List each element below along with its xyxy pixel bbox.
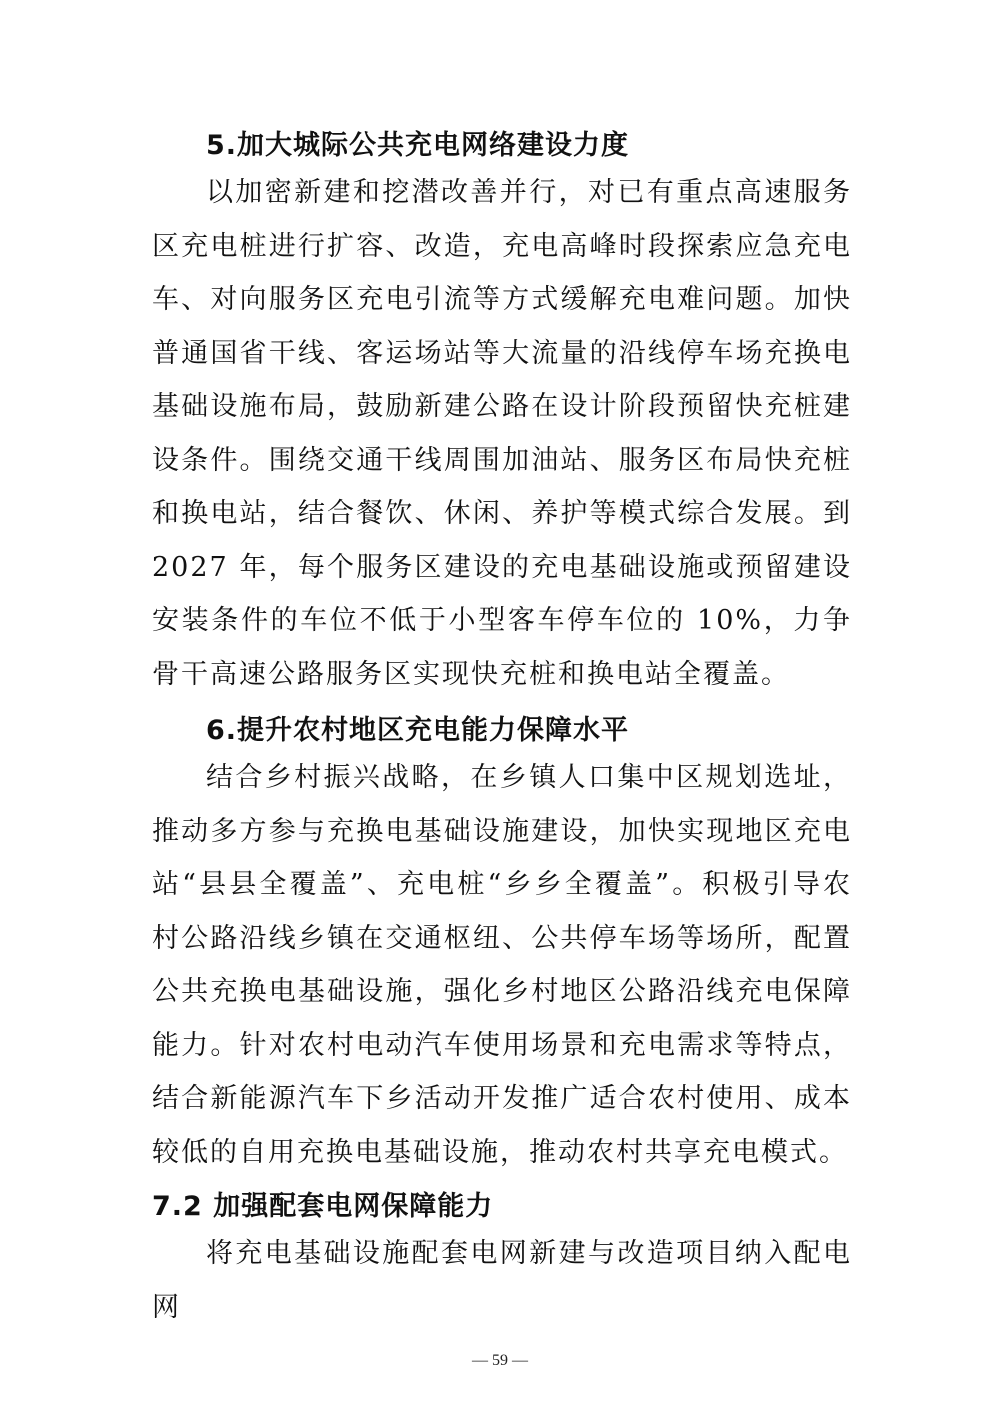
spacer [152, 1179, 852, 1187]
section-paragraph-7-2: 将充电基础设施配套电网新建与改造项目纳入配电网 [152, 1238, 852, 1323]
page-number: — 59 — [472, 1352, 528, 1369]
document-page [152, 126, 852, 1334]
section-heading-6: 6.提升农村地区充电能力保障水平 [206, 715, 630, 746]
section-paragraph-6: 结合乡村振兴战略，在乡镇人口集中区规划选址，推动多方参与充换电基础设施建设，加快实现地区充电站“县县全覆盖”、充电桩“乡乡全覆盖”。积极引导农村公路沿线乡镇在交通枢纽、公共停车场等场所，配置公共充换电基础设施，强化乡村地区公路沿线充电保障能力。针对农村电动汽车使用场景和充电需求等特点，结合新能源汽车下乡活动开发推广适合农村使用、成本较低的自用充换电基础设施，推动农村共享充电模式。 [152, 762, 852, 1168]
spacer [152, 701, 852, 711]
section-paragraph-5: 以加密新建和挖潜改善并行，对已有重点高速服务区充电桩进行扩容、改造，充电高峰时段探索应急充电车、对向服务区充电引流等方式缓解充电难问题。加快普通国省干线、客运场站等大流量的沿线停车场充换电基础设施布局，鼓励新建公路在设计阶段预留快充桩建设条件。围绕交通干线周围加油站、服务区布局快充桩和换电站，结合餐饮、休闲、养护等模式综合发展。到 2027 年，每个服务区建设的充电基础设施或预留建设安装条件的车位不低于小型客车停车位的 10%，力争骨干高速公路服务区实现快充桩和换电站全覆盖。 [152, 177, 852, 690]
section-heading-7-2: 7.2 加强配套电网保障能力 [152, 1191, 494, 1222]
section-heading-5: 5.加大城际公共充电网络建设力度 [206, 130, 630, 161]
